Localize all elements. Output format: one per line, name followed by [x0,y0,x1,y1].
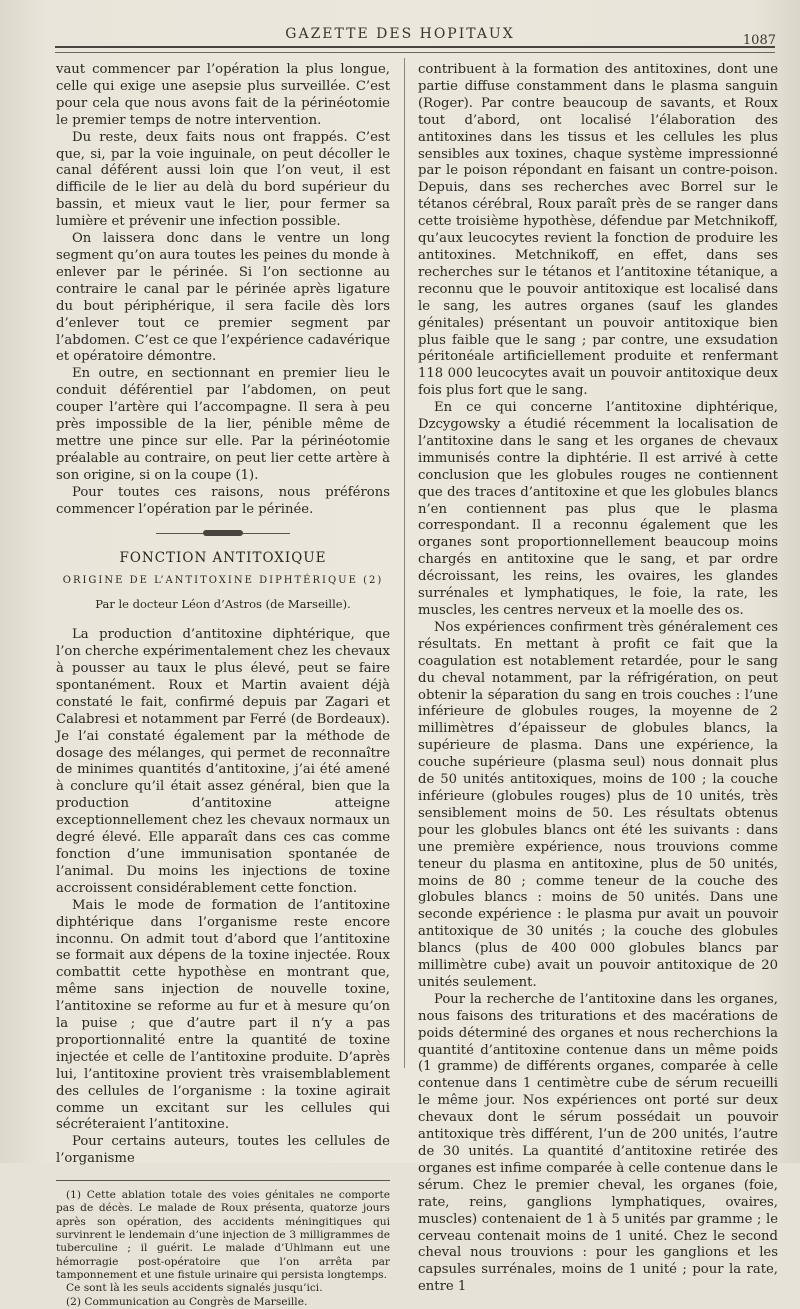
section-separator [56,530,390,536]
paragraph: Nos expériences confirment très généralement ces résultats. En mettant à profit ce fait que la coagulation est notablement retardée, pour le sang du cheval notamment, par la réfrigération, on peut obtenir la séparation du sang en trois couches : l’une inférieure de globules rouges, la moyenne de 2 millimètres d’épaisseur de globules blancs, la supérieure de plasma. Dans une expérience, la couche supérieure (plasma seul) nous donnait plus de 50 unités antitoxiques, moins de 100 ; la couche inférieure (globules rouges) plus de 10 unités, très sensiblement moins de 50. Les résultats obtenus pour les globules blancs ont été les suivants : dans une première expérience, nous trouvions comme teneur du plasma en antitoxine, plus de 50 unités, moins de 80 ; comme teneur de la couche des globules blancs : moins de 50 unités. Dans une seconde expérience : le plasma pur avait un pouvoir antitoxique de 30 unités ; la couche des globules blancs (plus de 400 000 globules blancs par millimètre cube) avait un pouvoir antitoxique de 20 unités seulement. [418,619,778,990]
footnote: (1) Cette ablation totale des voies génitales ne comporte pas de décès. Le malade de Roux présenta, quatorze jours après son opération, des accidents méningitiques qui survinrent le lendemain d’une injection de 3 milligrammes de tuberculine ; il guérit. Le malade d’Uhlmann eut une hémorragie post-opératoire que l’on arrêta par tamponnement et une fistule urinaire qui persista longtemps. [56,1189,390,1281]
paragraph: En ce qui concerne l’antitoxine diphtérique, Dzcygowsky a étudié récemment la localisation de l’antitoxine dans le sang et les organes de chevaux immunisés contre la diphtérie. Il est arrivé à cette conclusion que les globules rouges ne contiennent que des traces d’antitoxine et que les globules blancs n’en contiennent pas plus que le plasma correspondant. Il a reconnu également que les organes sont proportionnellement beaucoup moins chargés en antitoxine que le sang, et par ordre décroissant, les reins, les ovaires, les glandes surrénales et lymphatiques, le foie, la rate, les muscles, les centres nerveux et la moelle des os. [418,400,778,618]
footnote: (2) Communication au Congrès de Marseille. [66,1295,308,1308]
right-column [418,62,778,1296]
paragraph: vaut commencer par l’opération la plus longue, celle qui exige une asepsie plus surveillée. C’est pour cela que nous avons fait de la périnéotomie le premier temps de notre intervention. [56,62,390,128]
header-rule [55,46,775,48]
header-rule-thin [55,52,775,53]
footnotes [56,1189,390,1309]
separator-ornament [203,530,243,536]
section-title: FONCTION ANTITOXIQUE [119,550,327,567]
footnote-rule [56,1180,390,1181]
footnote: Ce sont là les seuls accidents signalés jusqu’ici. [66,1282,323,1295]
paragraph: On laissera donc dans le ventre un long segment qu’on aura toutes les peines du monde à enlever par le périnée. Si l’on sectionne au contraire le canal par le périnée après ligature du bout périphérique, il sera facile dès lors d’enlever tout ce premier segment par l’abdomen. C’est ce que l’expérience cadavérique et opératoire démontre. [56,231,390,365]
section-subtitle: ORIGINE DE L’ANTITOXINE DIPHTÉRIQUE (2) [62,575,384,587]
page-header-title: GAZETTE DES HOPITAUX [285,26,515,42]
column-divider [404,58,405,1068]
paragraph: Pour toutes ces raisons, nous préférons commencer l’opération par le périnée. [56,484,390,517]
paragraph: contribuent à la formation des antitoxines, dont une partie diffuse constamment dans le plasma sanguin (Roger). Par contre beaucoup de savants, et Roux tout d’abord, ont localisé l’élaboration des antitoxines dans les tissus et les cellules les plus sensibles aux toxines, chaque système impressionné par le poison répondant en faisant un contre-poison. Depuis, dans ses recherches avec Borrel sur le tétanos cérébral, Roux paraît près de se ranger dans cette troisième hypothèse, défendue par Metchnikoff, qu’aux leucocytes revient la fonction de produire les antitoxines. Metchnikoff, en effet, dans ses recherches sur le tétanos et l’antitoxine tétanique, a reconnu que le pouvoir antitoxique est localisé dans le sang, les autres organes (sauf les glandes génitales) présentant un pouvoir antitoxique bien plus faible que le sang ; par contre, une exsudation péritonéale artificiellement produite et renfermant 118 000 leucocytes avait un pouvoir antitoxique deux fois plus fort que le sang. [418,62,778,399]
paragraph: Mais le mode de formation de l’antitoxine diphtérique dans l’organisme reste encore inconnu. On admit tout d’abord que l’antitoxine se formait aux dépens de la toxine injectée. Roux combattit cette hypothèse en montrant que, même sans injection de nouvelle toxine, l’antitoxine se reforme au fur et à mesure qu’on la puise ; que d’autre part il n’y a pas proportionnalité entre la quantité de toxine injectée et celle de l’antitoxine produite. D’après lui, l’antitoxine provient très vraisemblablement des cellules de l’organisme : la toxine agirait comme un excitant sur les cellules qui sécréteraient l’antitoxine. [56,897,390,1133]
paragraph: Pour certains auteurs, toutes les cellules de l’organisme [56,1134,390,1167]
paragraph: Pour la recherche de l’antitoxine dans les organes, nous faisons des triturations et des macérations de poids déterminé des organes et nous recherchions la quantité d’antitoxine contenue dans un même poids (1 gramme) de différents organes, comparée à celle contenue dans 1 centimètre cube de sérum recueilli le même jour. Nos expériences ont porté sur deux chevaux dont le sérum possédait un pouvoir antitoxique très différent, l’un de 200 unités, l’autre de 30 unités. La quantité d’antitoxine retirée des organes est infime comparée à celle contenue dans le sérum. Chez le premier cheval, les organes (foie, rate, reins, ganglions lymphatiques, ovaires, muscles) contenaient de 1 à 5 unités par gramme ; le cerveau contenait moins de 1 unité. Chez le second cheval nous trouvions : pour les ganglions et les capsules surrénales, moins de 1 unité ; pour la rate, entre 1 [418,991,778,1295]
section-author: Par le docteur Léon d’Astros (de Marseille). [95,597,351,612]
paragraph: Du reste, deux faits nous ont frappés. C’est que, si, par la voie inguinale, on peut décoller le canal déférent aussi loin que l’on veut, il est difficile de le lier au delà du bord supérieur du bassin, et mieux vaut le lier, pour fermer sa lumière et prévenir une infection possible. [56,129,390,230]
page-number: 1087 [742,33,776,48]
paragraph: En outre, en sectionnant en premier lieu le conduit déférentiel par l’abdomen, on peut couper l’artère qui l’accompagne. Il sera à peu près impossible de la lier, pénible même de mettre une pince sur elle. Par la périnéotomie préalable au contraire, on peut lier cette artère à son origine, si on la coupe (1). [56,366,390,483]
paragraph: La production d’antitoxine diphtérique, que l’on cherche expérimentalement chez les chevaux à pousser au taux le plus élevé, peut se faire spontanément. Roux et Martin avaient déjà constaté le fait, confirmé depuis par Zagari et Calabresi et notamment par Ferré (de Bordeaux). Je l’ai constaté également par la méthode de dosage des mélanges, qui permet de reconnaître de minimes quantités d’antitoxine, j’ai été amené à conclure qu’il était assez général, bien que la production d’antitoxine atteigne exceptionnellement chez les chevaux normaux un degré élevé. Elle apparaît dans ces cas comme fonction d’une immunisation spontanée de l’animal. Du moins les injections de toxine accroissent considérablement cette fonction. [56,627,390,896]
left-column [56,62,390,1309]
